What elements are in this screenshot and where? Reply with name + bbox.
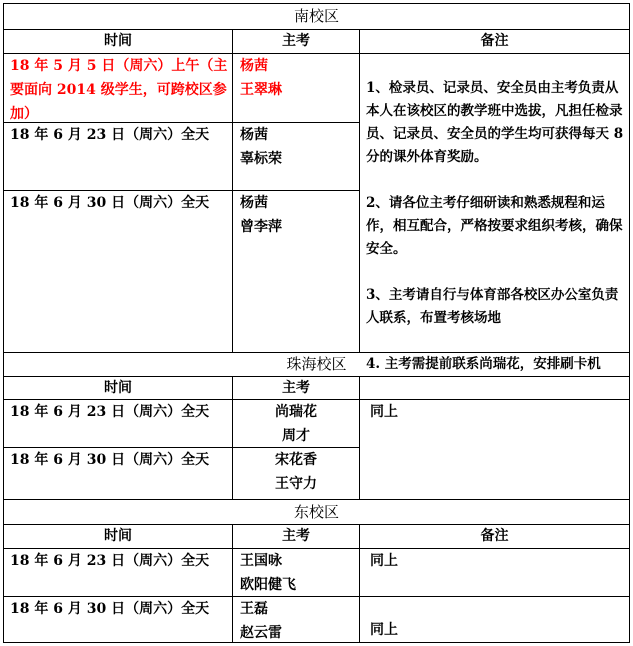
east-row-2-examiners: 王磊 赵云雷 bbox=[240, 601, 282, 641]
zhuhai-row-2-time: 18 年 6 月 30 日（周六）全天 bbox=[10, 452, 210, 468]
zhuhai-header-examiner: 主考 bbox=[282, 380, 310, 396]
south-header-examiner: 主考 bbox=[282, 33, 310, 49]
note-2: 2、请各位主考仔细研读和熟悉规程和运作，相互配合，严格按要求组织考核，确保安全。 bbox=[366, 195, 623, 257]
south-row-2-time: 18 年 6 月 23 日（周六）全天 bbox=[10, 127, 210, 143]
east-row-1-note: 同上 bbox=[370, 553, 398, 569]
south-row-3-time: 18 年 6 月 30 日（周六）全天 bbox=[10, 195, 210, 211]
east-row-1-examiners: 王国咏 欧阳健飞 bbox=[240, 553, 296, 593]
south-row-3-examiners: 杨茜 曾李萍 bbox=[240, 195, 282, 235]
east-row-2-note: 同上 bbox=[370, 622, 398, 638]
note-4: 4. 主考需提前联系尚瑞花，安排刷卡机 bbox=[366, 356, 601, 372]
col-divider bbox=[232, 29, 233, 353]
east-row-2-time: 18 年 6 月 30 日（周六）全天 bbox=[10, 601, 210, 617]
south-row-2-examiners: 杨茜 辜标荣 bbox=[240, 127, 282, 167]
zhuhai-note: 同上 bbox=[370, 404, 398, 420]
south-header-notes: 备注 bbox=[480, 33, 509, 49]
note-3: 3、主考请自行与体育部各校区办公室负责人联系，布置考核场地 bbox=[366, 287, 619, 326]
east-row-1-time: 18 年 6 月 23 日（周六）全天 bbox=[10, 553, 210, 569]
south-header-time: 时间 bbox=[104, 33, 132, 49]
border-right bbox=[629, 3, 630, 643]
col-divider bbox=[359, 376, 360, 500]
south-row-1-examiners: 杨茜 王翠琳 bbox=[240, 58, 282, 98]
zhuhai-header-time: 时间 bbox=[104, 380, 132, 396]
east-header-time: 时间 bbox=[104, 528, 132, 544]
zhuhai-row-1-time: 18 年 6 月 23 日（周六）全天 bbox=[10, 404, 210, 420]
zhuhai-campus-title: 珠海校区 bbox=[286, 355, 347, 373]
east-campus-title: 东校区 bbox=[293, 503, 339, 521]
note-1: 1、检录员、记录员、安全员由主考负责从本人在该校区的教学班中选拔，凡担任检录员、记录员、安全员的学生均可获得每天 8 分的课外体育奖励。 bbox=[366, 80, 624, 165]
east-header-notes: 备注 bbox=[480, 528, 509, 544]
border-bottom bbox=[3, 642, 630, 643]
col-divider bbox=[359, 29, 360, 353]
east-header-examiner: 主考 bbox=[282, 528, 310, 544]
zhuhai-row-2-examiners: 宋花香 王守力 bbox=[275, 452, 317, 492]
south-notes bbox=[366, 54, 625, 372]
south-campus-title: 南校区 bbox=[293, 7, 339, 25]
zhuhai-row-1-examiners: 尚瑞花 周才 bbox=[275, 404, 317, 444]
south-row-1-time: 18 年 5 月 5 日（周六）上午（主要面向 2014 级学生，可跨校区参加） bbox=[10, 58, 228, 122]
